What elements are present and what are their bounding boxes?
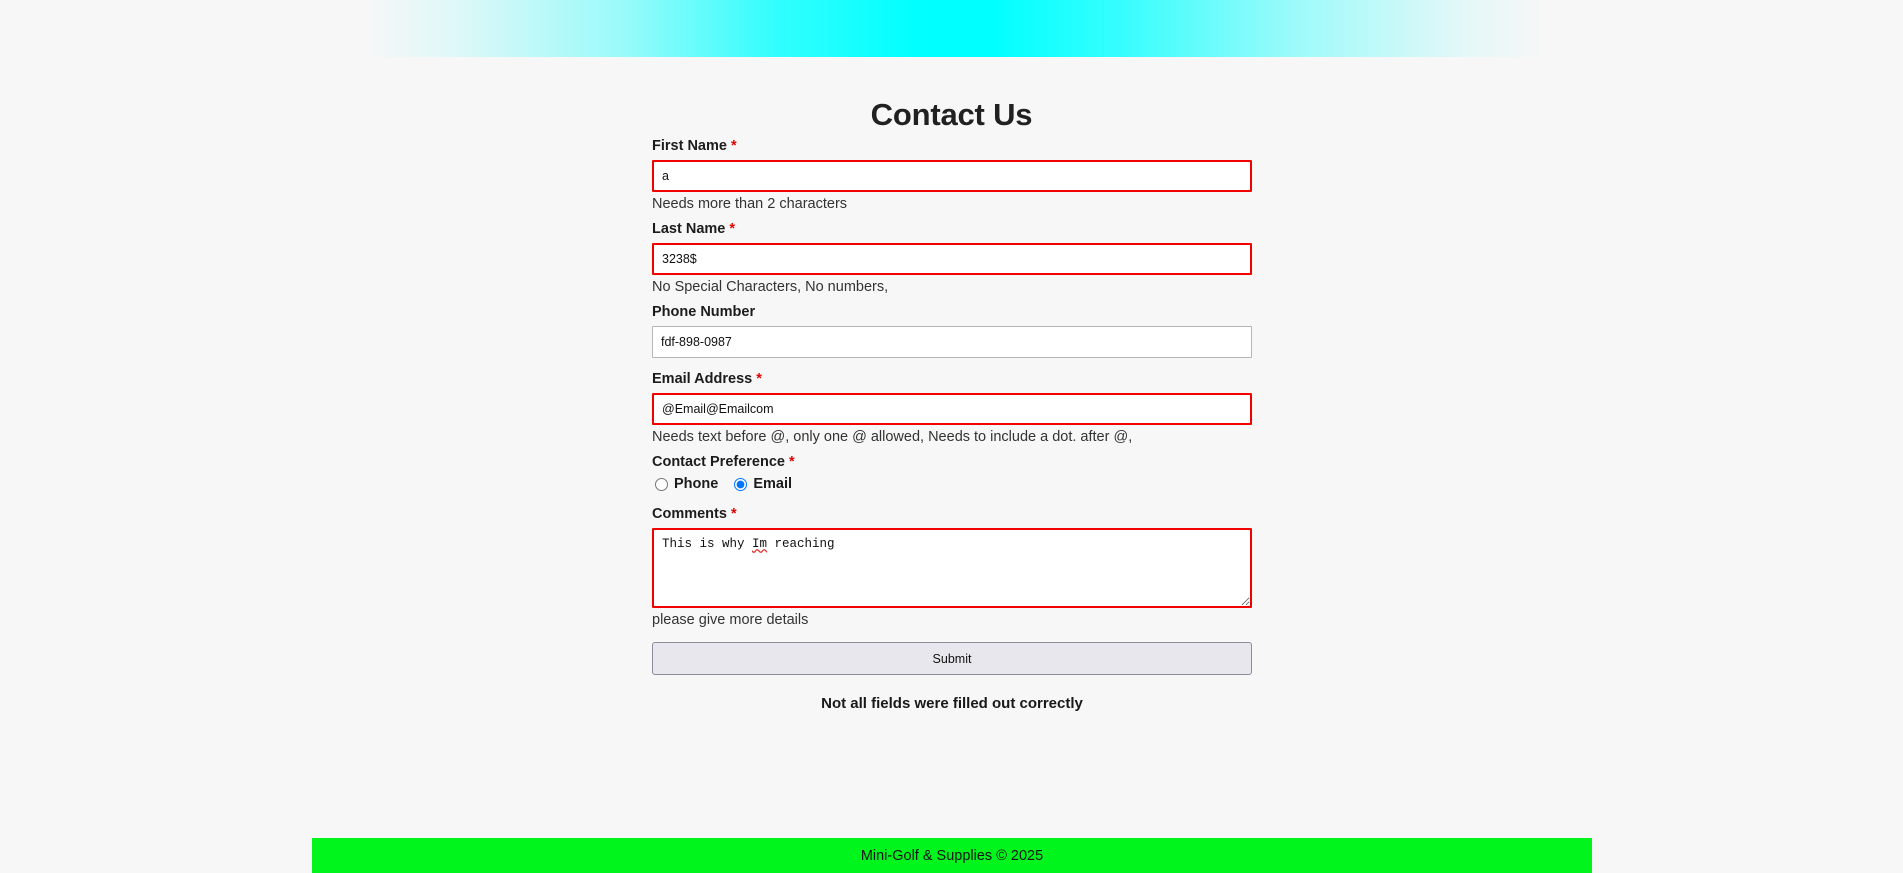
first-name-label — [652, 138, 1252, 155]
phone-number-label-text: Phone Number — [652, 304, 756, 320]
last-name-label — [652, 221, 1252, 238]
contact-preference-phone-label: Phone — [674, 476, 719, 492]
required-asterisk: * — [730, 138, 737, 154]
required-asterisk: * — [729, 221, 736, 237]
contact-preference-radio-group — [652, 476, 1252, 492]
field-contact-preference — [652, 454, 1252, 492]
contact-preference-label — [652, 454, 1252, 471]
radio-option-email[interactable] — [734, 476, 792, 492]
page-title: Contact Us — [870, 96, 1033, 132]
required-asterisk: * — [789, 454, 795, 470]
comments-textarea[interactable] — [652, 528, 1252, 608]
site-footer — [312, 838, 1592, 873]
email-address-error: Needs text before @, only one @ allowed, Needs to include a dot. after @, — [652, 429, 1133, 445]
comments-label — [652, 506, 1252, 523]
last-name-input[interactable] — [652, 243, 1252, 275]
comments-error: please give more details — [652, 612, 809, 628]
field-comments — [652, 506, 1252, 629]
comments-text-part-2: reaching — [767, 537, 835, 551]
first-name-error: Needs more than 2 characters — [652, 196, 848, 212]
phone-number-input[interactable] — [652, 326, 1252, 358]
radio-option-phone[interactable] — [655, 476, 718, 492]
required-asterisk: * — [756, 371, 762, 387]
hero-banner — [363, 0, 1546, 57]
first-name-input[interactable] — [652, 160, 1252, 192]
last-name-error: No Special Characters, No numbers, — [652, 279, 889, 295]
contact-preference-email-radio[interactable] — [734, 478, 747, 491]
first-name-label-text: First Name — [652, 138, 727, 154]
field-last-name — [652, 221, 1252, 296]
contact-form — [652, 138, 1252, 712]
email-address-input[interactable] — [652, 393, 1252, 425]
email-address-label-text: Email Address — [652, 371, 753, 387]
field-first-name — [652, 138, 1252, 213]
form-status-message: Not all fields were filled out correctly — [821, 695, 1083, 712]
required-asterisk: * — [730, 506, 737, 522]
comments-text-part-1: This is why — [662, 537, 753, 551]
phone-number-label — [652, 304, 1252, 321]
contact-preference-label-text: Contact Preference — [652, 454, 785, 470]
last-name-label-text: Last Name — [652, 221, 726, 237]
contact-preference-phone-radio[interactable] — [655, 478, 668, 491]
email-address-label — [652, 371, 1252, 388]
field-email-address — [652, 371, 1252, 446]
contact-preference-email-label: Email — [753, 476, 792, 492]
footer-copyright-text: Mini-Golf & Supplies © 2025 — [860, 847, 1044, 864]
submit-button[interactable]: Submit — [652, 642, 1252, 675]
comments-misspelled-word: Im — [752, 537, 768, 551]
field-phone-number — [652, 304, 1252, 358]
comments-label-text: Comments — [652, 506, 727, 522]
